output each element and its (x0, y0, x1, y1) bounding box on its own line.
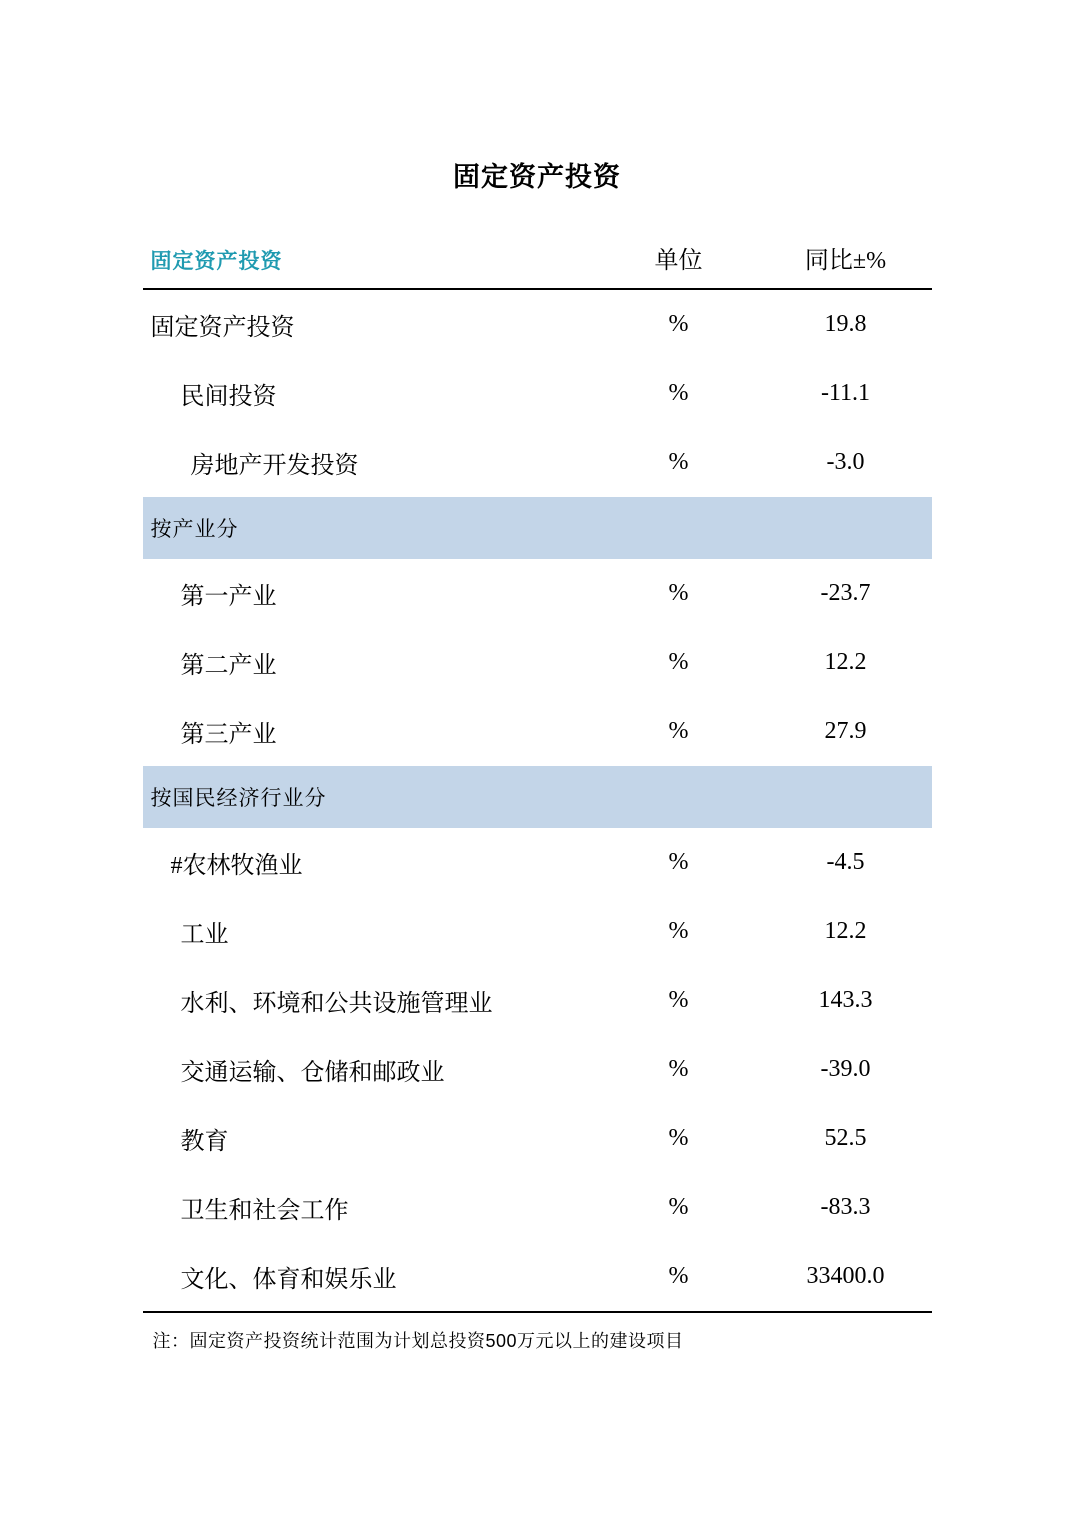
indicator-unit: % (668, 1056, 689, 1082)
indicator-unit: % (668, 987, 689, 1013)
indicator-name: 卫生和社会工作 (180, 1198, 349, 1224)
table-row (143, 359, 932, 428)
indicator-name: 交通运输、仓储和邮政业 (180, 1060, 445, 1086)
indicator-unit: % (668, 649, 689, 675)
indicator-value: -23.7 (820, 580, 871, 606)
indicator-unit: % (668, 1125, 689, 1151)
column-header-unit: 单位 (598, 232, 760, 289)
indicator-unit (598, 497, 760, 559)
indicator-name: 水利、环境和公共设施管理业 (180, 991, 493, 1017)
table-row (143, 697, 932, 766)
column-header-name: 固定资产投资 (143, 232, 598, 289)
indicator-value: 12.2 (824, 918, 867, 944)
indicator-name: 工业 (180, 922, 229, 948)
indicator-unit: % (668, 1194, 689, 1220)
table-row (143, 1242, 932, 1312)
indicator-value: 143.3 (818, 987, 873, 1013)
indicator-unit: % (668, 311, 689, 337)
indicator-value (760, 497, 932, 559)
table-row (143, 628, 932, 697)
indicator-name: 文化、体育和娱乐业 (143, 1242, 598, 1312)
table-row (143, 1173, 932, 1242)
section-label: 按产业分 (143, 497, 598, 559)
indicator-unit: % (668, 449, 689, 475)
column-header-yoy: 同比±% (760, 232, 932, 289)
table-row (143, 897, 932, 966)
table-section-row (143, 766, 932, 828)
table-row (143, 1104, 932, 1173)
indicator-name: 第二产业 (180, 653, 277, 679)
indicator-value: -39.0 (820, 1056, 871, 1082)
indicator-unit: % (668, 849, 689, 875)
indicator-name: 民间投资 (180, 384, 277, 410)
table-note: 注：固定资产投资统计范围为计划总投资500万元以上的建设项目 (152, 1331, 684, 1351)
indicator-unit (598, 766, 760, 828)
indicator-value: -83.3 (820, 1194, 871, 1220)
indicator-name: 第三产业 (180, 722, 277, 748)
table-header-row (143, 232, 932, 289)
section-label: 按国民经济行业分 (143, 766, 598, 828)
table-row (143, 828, 932, 897)
indicator-value: -4.5 (826, 849, 865, 875)
page-title: 固定资产投资 (453, 162, 621, 192)
indicator-unit: % (668, 380, 689, 406)
indicator-name: 房地产开发投资 (190, 453, 359, 479)
indicator-value: 27.9 (824, 718, 867, 744)
indicator-unit: % (598, 1242, 760, 1312)
indicator-unit: % (668, 918, 689, 944)
fixed-asset-investment-table (143, 232, 932, 1313)
table-body (143, 289, 932, 1312)
indicator-value: 12.2 (824, 649, 867, 675)
indicator-unit: % (668, 580, 689, 606)
indicator-name: #农林牧渔业 (170, 853, 303, 879)
table-row (143, 559, 932, 628)
indicator-value: 19.8 (824, 311, 867, 337)
indicator-value: 33400.0 (760, 1242, 932, 1312)
table-row (143, 289, 932, 359)
indicator-name: 固定资产投资 (150, 315, 295, 341)
indicator-value: -3.0 (826, 449, 865, 475)
indicator-unit: % (668, 718, 689, 744)
indicator-name: 第一产业 (180, 584, 277, 610)
table-row (143, 966, 932, 1035)
indicator-name: 教育 (180, 1129, 229, 1155)
indicator-value (760, 766, 932, 828)
table-section-row (143, 497, 932, 559)
indicator-value: 52.5 (824, 1125, 867, 1151)
table-row (143, 1035, 932, 1104)
table-header (143, 232, 932, 289)
indicator-value: -11.1 (820, 380, 871, 406)
table-row (143, 428, 932, 497)
